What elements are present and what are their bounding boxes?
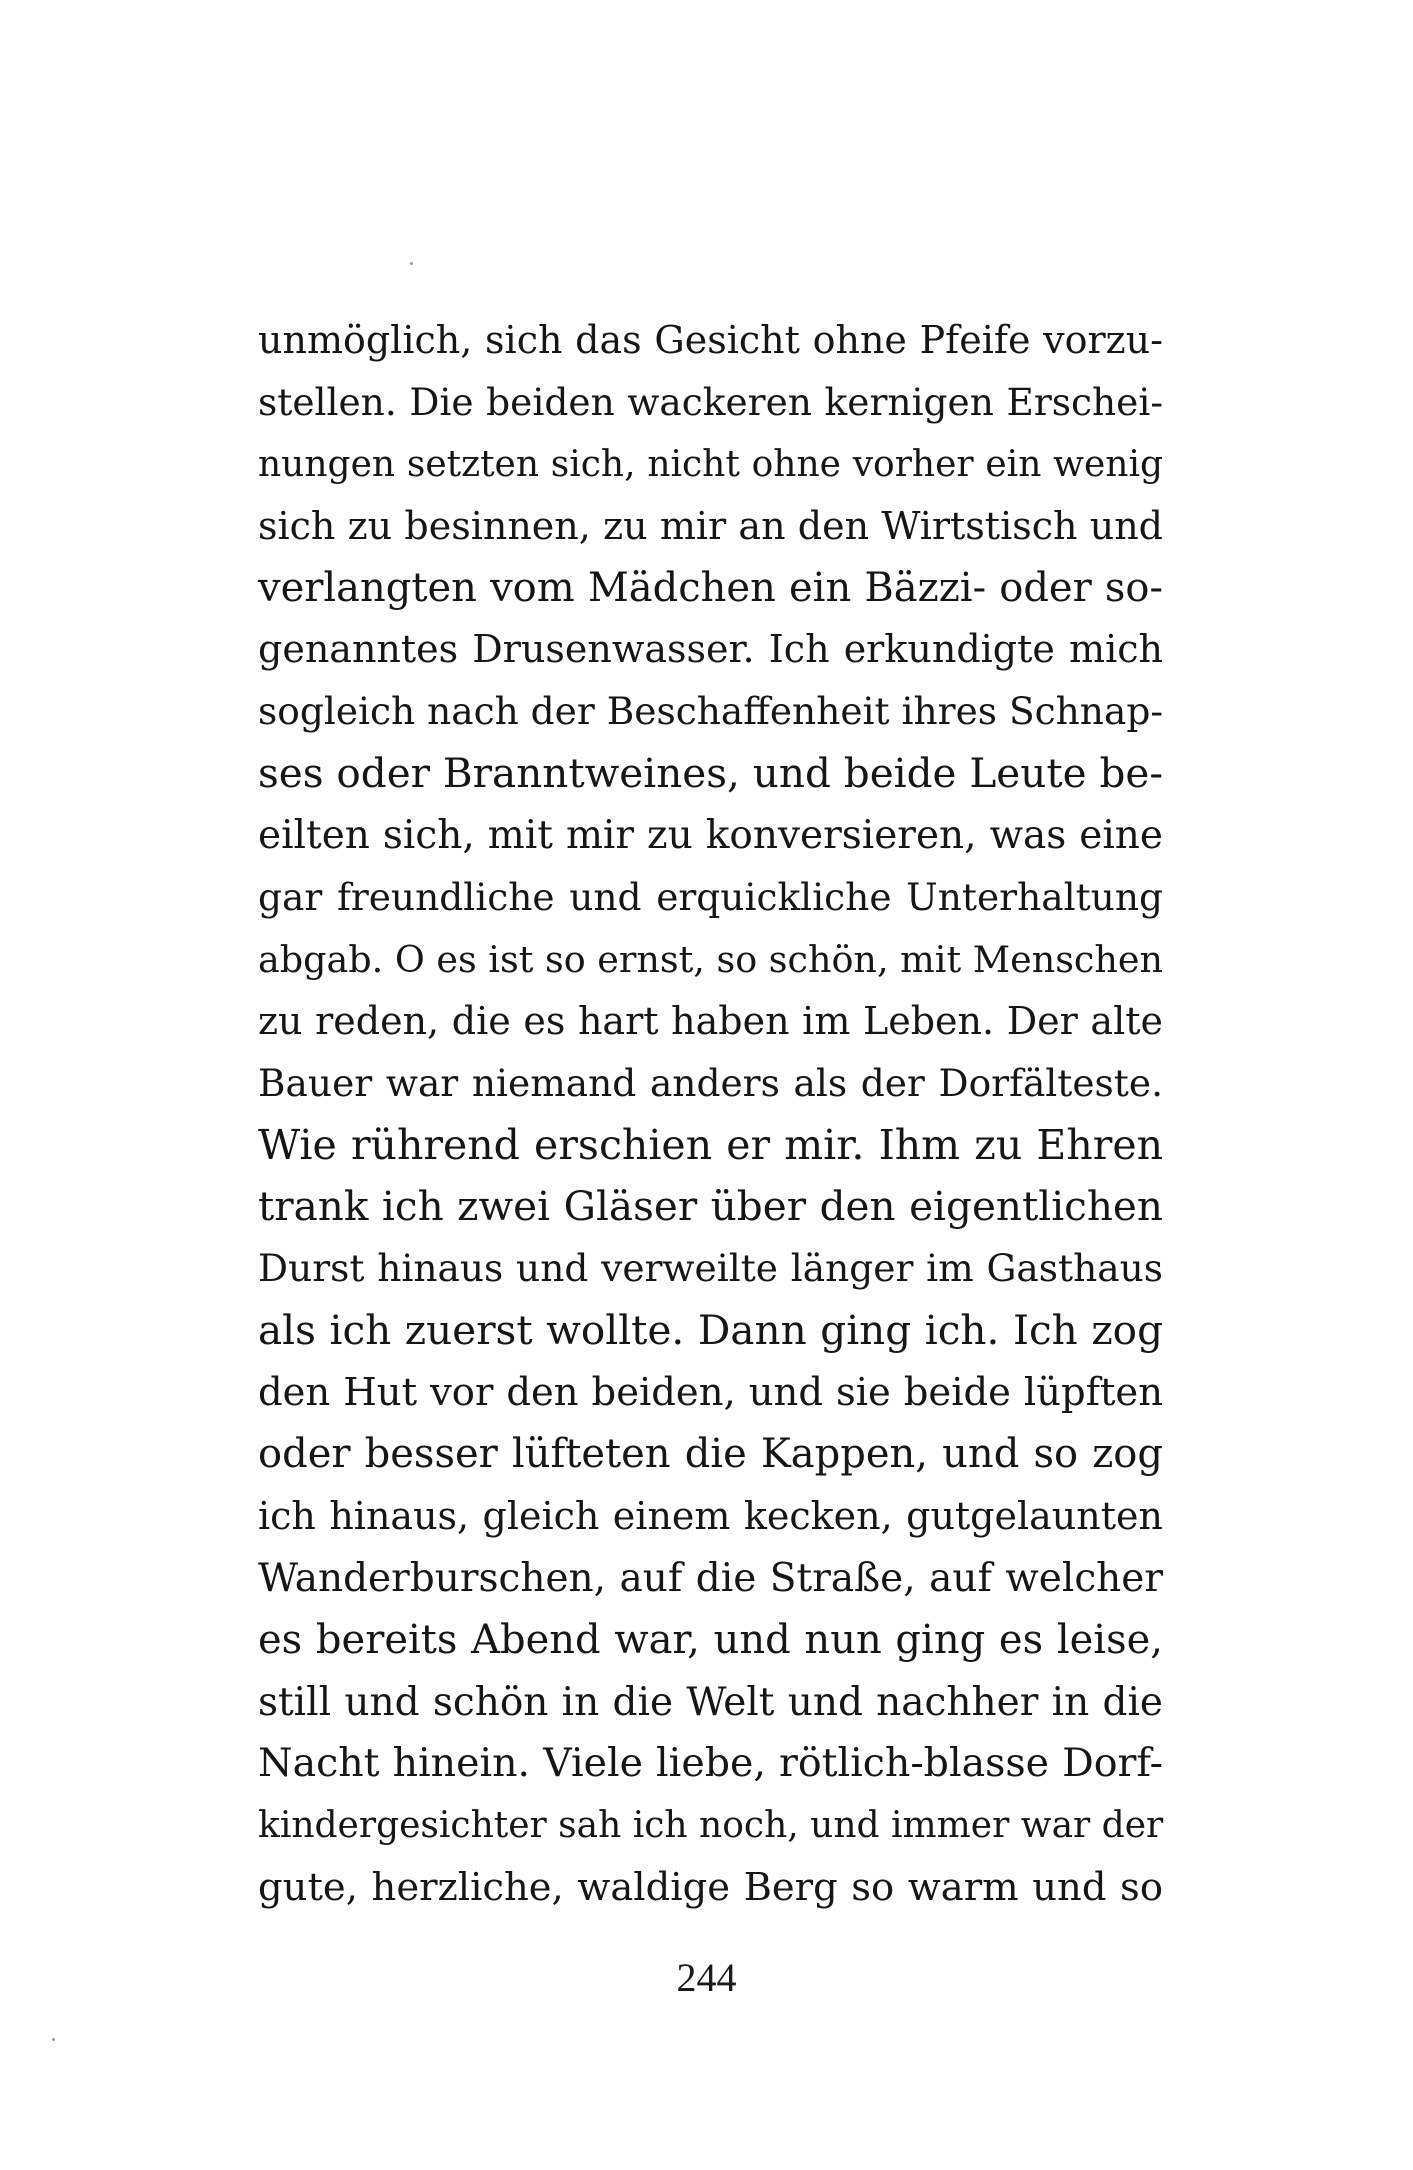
text-line: ses oder Branntweines, und beide Leute be- <box>258 749 1164 798</box>
body-text <box>258 310 1163 1919</box>
text-line: Wie rührend erschien er mir. Ihm zu Ehren <box>258 1120 1163 1169</box>
text-line: Nacht hinein. Viele liebe, rötlich-blasse Dorf- <box>258 1740 1163 1787</box>
text-line: oder besser lüfteten die Kappen, und so zog <box>258 1431 1163 1478</box>
text-line: abgab. O es ist so ernst, so schön, mit Menschen <box>258 937 1163 981</box>
page-number: 244 <box>676 1955 737 2000</box>
text-line: Bauer war niemand anders als der Dorfälteste. <box>258 1060 1163 1105</box>
text-line: unmöglich, sich das Gesicht ohne Pfeife vorzu- <box>258 318 1163 362</box>
text-line: stellen. Die beiden wackeren kernigen Erschei- <box>258 379 1163 424</box>
paper-speck <box>410 262 413 265</box>
text-line: als ich zuerst wollte. Dann ging ich. Ich zog <box>258 1306 1163 1355</box>
text-line: Durst hinaus und verweilte länger im Gasthaus <box>258 1246 1163 1291</box>
text-line: ich hinaus, gleich einem kecken, gutgelaunten <box>258 1493 1163 1538</box>
text-line: genanntes Drusenwasser. Ich erkundigte mich <box>258 627 1163 672</box>
text-line: Wanderburschen, auf die Straße, auf welcher <box>258 1555 1163 1601</box>
text-line: nungen setzten sich, nicht ohne vorher ein wenig <box>258 443 1163 485</box>
text-line: trank ich zwei Gläser über den eigentlichen <box>258 1182 1163 1231</box>
text-line: eilten sich, mit mir zu konversieren, was eine <box>258 813 1163 859</box>
text-line: kindergesichter sah ich noch, und immer war der <box>258 1805 1164 1847</box>
text-line: den Hut vor den beiden, und sie beide lüpften <box>258 1370 1163 1416</box>
text-line: sogleich nach der Beschaffenheit ihres Schnap- <box>258 689 1163 734</box>
text-line: es bereits Abend war, und nun ging es leise, <box>258 1616 1163 1663</box>
paper-speck <box>52 2038 55 2041</box>
text-line: gute, herzliche, waldige Berg so warm und so <box>258 1865 1163 1911</box>
text-line: still und schön in die Welt und nachher in die <box>258 1679 1163 1725</box>
text-line: sich zu besinnen, zu mir an den Wirtstisch und <box>258 503 1163 548</box>
text-line: verlangten vom Mädchen ein Bäzzi- oder so- <box>258 564 1163 611</box>
text-line: gar freundliche und erquickliche Unterhaltung <box>258 875 1163 920</box>
text-line: zu reden, die es hart haben im Leben. Der alte <box>258 998 1163 1043</box>
